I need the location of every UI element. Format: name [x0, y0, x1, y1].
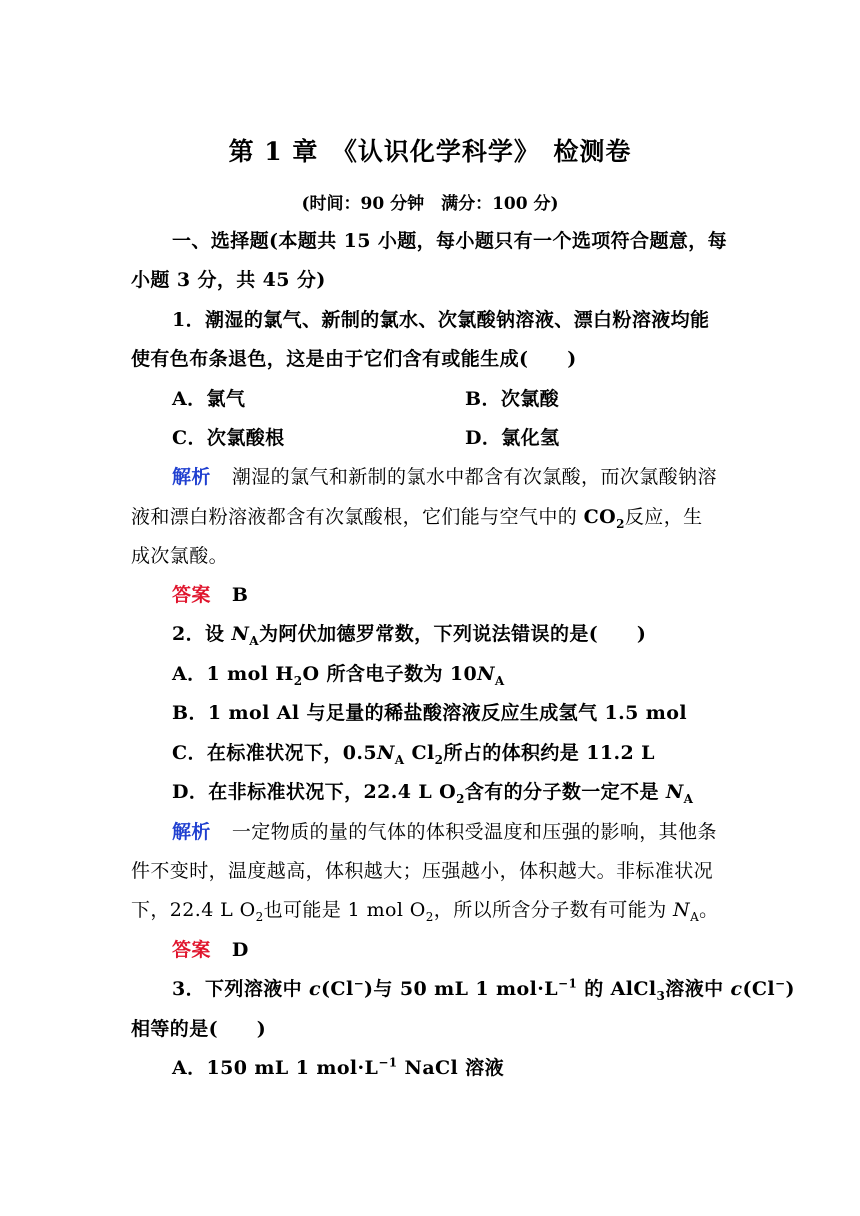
q2-an3-b: 也可能是 1 mol O [263, 899, 426, 921]
q3-stem-line2: 相等的是( ) [131, 1018, 267, 1040]
q2-d-b: 含有的分子数一定不是 [464, 781, 666, 803]
q2-an3-c: ，所以所含分子数有可能为 [433, 899, 674, 921]
q3-s-c3: c [730, 978, 743, 1000]
q3-s-sub: 3 [656, 988, 666, 1003]
q2-analysis-line1 [172, 820, 717, 844]
q2-an3-n: N [673, 899, 691, 921]
q3-s-f: (Cl [742, 978, 776, 1000]
q2-a-sub2: A [494, 673, 505, 688]
q2-c-sub: A [394, 752, 405, 767]
exam-info: (时间：90 分钟 满分：100 分) [301, 194, 559, 214]
q2-analysis-line3 [131, 898, 719, 922]
q1-analysis-text2a: 液和漂白粉溶液都含有次氯酸根，它们能与空气中的 [131, 506, 584, 528]
analysis-label: 解析 [172, 466, 211, 488]
q3-s-a: 3．下列溶液中 [172, 978, 310, 1000]
q2-d-a: D．在非标准状况下，22.4 L O [172, 781, 457, 803]
q2-d-sub: 2 [456, 791, 465, 806]
q2-c-n: N [376, 742, 395, 764]
answer-label: 答案 [172, 584, 211, 606]
q2-a-a: A．1 mol H [172, 663, 294, 685]
q2-c-c: 所占的体积约是 11.2 L [443, 742, 655, 764]
q2-stem-sub: A [249, 633, 259, 648]
q3-s-sup2: −1 [557, 976, 578, 991]
q2-c-sub2: 2 [434, 752, 444, 767]
q2-analysis-line2: 件不变时，温度越高，体积越大；压强越小，体积越大。非标准状况 [131, 860, 714, 882]
co2-subscript: 2 [616, 516, 625, 531]
q3-s-b: (Cl [321, 978, 354, 1000]
co2-formula: CO [583, 506, 617, 528]
q3-option-a [172, 1056, 504, 1080]
q2-c-b: Cl [404, 742, 435, 764]
q2-d-n: N [665, 781, 684, 803]
q2-an3-a: 下，22.4 L O [131, 899, 256, 921]
answer-label: 答案 [172, 939, 211, 961]
q2-an3-sub: 2 [255, 909, 264, 924]
q1-analysis-line3: 成次氯酸。 [131, 545, 229, 567]
q2-an3-d: 。 [699, 899, 719, 921]
q1-stem-line2: 使有色布条退色，这是由于它们含有或能生成( ) [131, 348, 577, 370]
q2-stem-n: N [231, 623, 250, 645]
q3-s-c2: )与 50 mL 1 mol·L [364, 978, 558, 1000]
q2-option-b: B．1 mol Al 与足量的稀盐酸溶液反应生成氢气 1.5 mol [172, 702, 687, 724]
q2-an3-sub2: 2 [425, 909, 434, 924]
q1-stem-line1: 1．潮湿的氯气、新制的氯水、次氯酸钠溶液、漂白粉溶液均能 [172, 309, 710, 331]
analysis-label: 解析 [172, 821, 211, 843]
q2-a-b: O 所含电子数为 10 [302, 663, 478, 685]
q2-answer-line [172, 938, 249, 962]
q2-c-a: C．在标准状况下，0.5 [172, 742, 377, 764]
q1-answer-line [172, 583, 248, 607]
q2-option-c [172, 741, 655, 765]
q2-a-sub: 2 [293, 673, 303, 688]
section-heading-line2: 小题 3 分，共 45 分) [131, 269, 326, 291]
q3-a-sup: −1 [378, 1055, 398, 1070]
q2-answer: D [231, 939, 249, 961]
q3-s-d: 的 AlCl [577, 978, 657, 1000]
q1-option-d: D．氯化氢 [465, 427, 560, 449]
q1-analysis-line2 [131, 505, 703, 529]
q3-stem-line1 [172, 977, 795, 1001]
page-title: 第 1 章 《认识化学科学》 检测卷 [228, 137, 632, 166]
q1-answer: B [231, 584, 249, 606]
q2-option-d [172, 780, 693, 804]
q1-option-a: A．氯气 [172, 388, 246, 410]
q2-analysis-text1: 一定物质的量的气体的体积受温度和压强的影响，其他条 [231, 821, 717, 843]
q1-option-b: B．次氯酸 [465, 388, 560, 410]
q2-a-n: N [477, 663, 495, 685]
q3-a-b: NaCl 溶液 [397, 1057, 504, 1079]
q1-option-c: C．次氯酸根 [172, 427, 285, 449]
q3-s-e: 溶液中 [665, 978, 731, 1000]
q2-stem [172, 622, 646, 646]
q2-d-sub2: A [683, 791, 694, 806]
q2-stem-a: 2．设 [172, 623, 232, 645]
q3-s-c: c [309, 978, 322, 1000]
q1-analysis-text1: 潮湿的氯气和新制的氯水中都含有次氯酸，而次氯酸钠溶 [231, 466, 717, 488]
q2-an3-sub3: A [690, 909, 700, 924]
q3-s-g: ) [785, 978, 795, 1000]
q2-stem-b: 为阿伏加德罗常数，下列说法错误的是( ) [258, 623, 647, 645]
q1-analysis-line1 [172, 465, 717, 489]
section-heading-line1: 一、选择题(本题共 15 小题，每小题只有一个选项符合题意，每 [172, 230, 728, 252]
q3-s-sup: − [353, 976, 365, 991]
q3-s-sup3: − [775, 976, 786, 991]
q1-analysis-text2b: 反应，生 [624, 506, 703, 528]
q2-option-a [172, 662, 505, 686]
q3-a-a: A．150 mL 1 mol·L [172, 1057, 379, 1079]
